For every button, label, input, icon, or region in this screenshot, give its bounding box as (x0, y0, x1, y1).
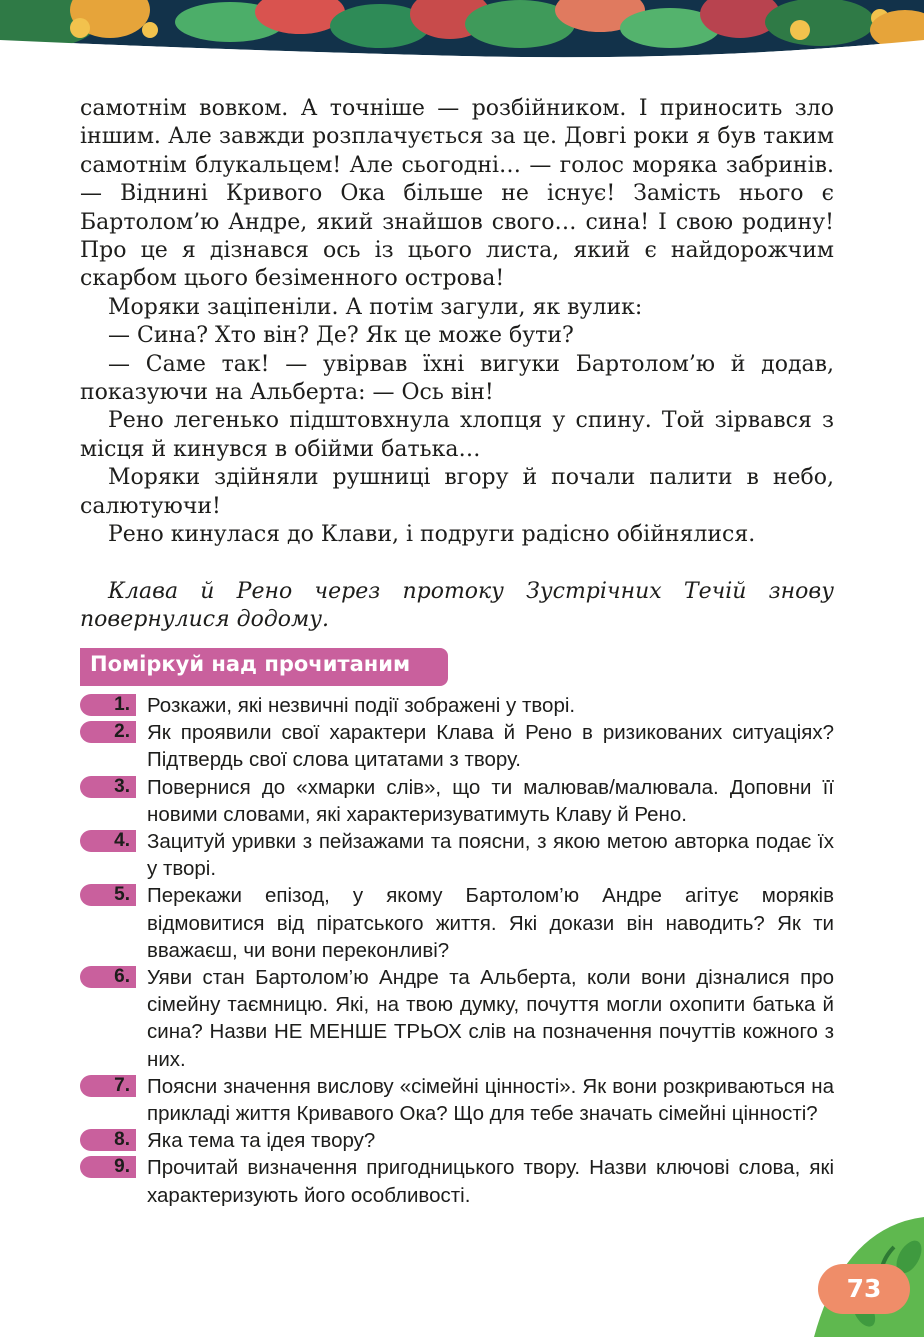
section-heading: Поміркуй над прочитаним (80, 648, 448, 686)
question-text: Розкажи, які незвичні події зображені у творі. (147, 694, 576, 717)
question-number-badge: 6. (80, 966, 136, 988)
question-number-badge: 1. (80, 694, 136, 716)
story-paragraph: Рено кинулася до Клави, і подруги радісно обійнялися. (108, 522, 756, 548)
question-item (80, 882, 834, 964)
floral-header-illustration (0, 0, 924, 62)
question-item (80, 719, 834, 773)
question-text: Зацитуй уривки з пейзажами та поясни, з якою метою авторка подає їх у творі. (147, 830, 834, 881)
question-item (80, 1073, 834, 1127)
question-text: Уяви стан Бартолом’ю Андре та Альберта, коли вони дізналися про сімейну таємницю. Які, на твою думку, почуття могли охопити батька й сина? Назви НЕ МЕНШЕ ТРЬОХ слів на позначення почуттів кожного з них. (147, 966, 834, 1071)
question-number-badge: 3. (80, 776, 136, 798)
question-number-badge: 5. (80, 884, 136, 906)
question-item (80, 828, 834, 882)
story-paragraph: — Саме так! — увірвав їхні вигуки Бартолом’ю й додав, показуючи на Альберта: — Ось він! (80, 351, 834, 406)
question-text: Перекажи епізод, у якому Бартолом’ю Андре агітує моряків відмовитися від піратського життя. Які докази він наводить? Як ти вважаєш, чи вони переконливі? (147, 884, 834, 962)
page-number: 73 (818, 1264, 910, 1314)
question-number-badge: 4. (80, 830, 136, 852)
question-list (80, 692, 834, 1209)
question-text: Прочитай визначення пригодницького твору. Назви ключові слова, які характеризують його особливості. (147, 1156, 834, 1207)
question-item (80, 1154, 834, 1208)
story-paragraph: Моряки заціпеніли. А потім загули, як вулик: (108, 294, 643, 320)
question-number-badge: 9. (80, 1156, 136, 1178)
question-text: Яка тема та ідея твору? (147, 1129, 376, 1153)
story-text (80, 95, 834, 634)
question-item (80, 964, 834, 1073)
story-paragraph: Моряки здійняли рушниці вгору й почали палити в небо, салютуючи! (80, 465, 834, 519)
question-text: Як проявили свої характери Клава й Рено в ризикованих ситуаціях? Підтвердь свої слова цитатами з твору. (147, 721, 834, 772)
story-paragraph: самотнім вовком. А точніше — розбійником. І приносить зло іншим. Але завжди розплачується за це. Довгі роки я був таким самотнім блукальцем! Але сьогодні… — голос моряка забринів. — Віднині Кривого Ока більше не існує! Замість нього є Бартолом’ю Андре, який знайшов свого… сина! І свою родину! Про це я дізнався ось із цього листа, який є найдорожчим скарбом цього безіменного острова! (80, 96, 834, 292)
story-epilogue: Клава й Рено через протоку Зустрічних Течій знову повернулися додому. (80, 578, 834, 632)
question-text: Поясни значення вислову «сімейні цінності». Як вони розкриваються на прикладі життя Кривавого Ока? Що для тебе значать сімейні цінності? (147, 1074, 834, 1126)
question-number-badge: 2. (80, 721, 136, 743)
story-paragraph: Рено легенько підштовхнула хлопця у спину. Той зірвався з місця й кинувся в обійми батька… (80, 408, 834, 462)
question-text: Повернися до «хмарки слів», що ти малював/малювала. Доповни її новими словами, які характеризуватимуть Клаву й Рено. (147, 775, 834, 826)
question-item (80, 774, 834, 828)
question-number-badge: 7. (80, 1075, 136, 1097)
question-item (80, 1127, 834, 1154)
story-paragraph: — Сина? Хто він? Де? Як це може бути? (108, 323, 574, 349)
question-item (80, 692, 834, 719)
question-number-badge: 8. (80, 1129, 136, 1151)
